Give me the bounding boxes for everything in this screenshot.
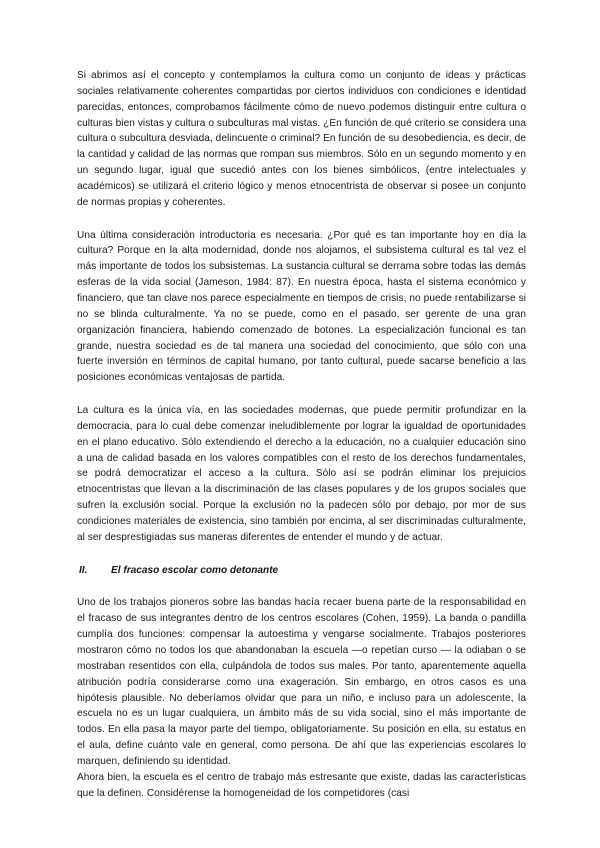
paragraph-school-stress: Ahora bien, la escuela es el centro de trabajo más estresante que existe, dadas las características que la definen. Considérense la homogeneidad de los competidores (casi [77, 771, 526, 799]
paragraph-spacer [77, 578, 526, 595]
section-number: II. [79, 564, 88, 576]
paragraph-culture-concept: Si abrimos así el concepto y contemplamos la cultura como un conjunto de ideas y prácticas sociales relativamente coherentes compartidas por ciertos individuos con condiciones e identidad parecidas, entonces, comprobamos fácilmente cómo de nuevo podemos distinguir entre cultura o culturas bien vistas y cultura o subculturas mal vistas. ¿En función de qué criterio se considera una cultura o subcultura desviada, delincuente o criminal? En función de su desobediencia, es decir, de la cantidad y calidad de las normas que rompan sus miembros. Sólo en un segundo momento y en un segundo lugar, igual que sucedió antes con los bienes simbólicos, (entre intelectuales y académicos) se utilizará el criterio lógico y menos etnocentrista de observar si posee un conjunto de normas propias y coherentes. [77, 70, 526, 208]
paragraph-gangs-school: Uno de los trabajos pioneros sobre las bandas hacía recaer buena parte de la responsabilidad en el fracaso de sus integrantes dentro de los centros escolares (Cohen, 1959). La banda o pandilla cumplía dos funciones: compensar la autoestima y vengarse socialmente. Trabajos posteriores mostraron cómo no todos los que abandonaban la escuela —o repetían curso — la odiaban o se mostraban resentidos con ella, culpándola de todos sus males. Por tanto, aparentemente aquella atribución podría considerarse como una exageración. Sin embargo, en otros casos es una hipótesis plausible. No deberíamos olvidar que para un niño, e incluso para un adolescente, la escuela no es un lugar cualquiera, un ámbito más de su vida social, sino el más importante de todos. En ella pasa la mayor parte del tiempo, obligatoriamente. Su posición en ella, su estatus en el aula, define cuánto vale en general, como persona. De ahí que las experiencias escolares lo marquen, definiendo su identidad. [77, 597, 526, 767]
section-title: El fracaso escolar como detonante [111, 564, 279, 576]
paragraph-importance-of-culture: Una última consideración introductoria es necesaria. ¿Por qué es tan importante hoy en día la cultura? Porque en la alta modernidad, donde nos alojamos, el subsistema cultural es tal vez el más importante de todos los subsistemas. La sustancia cultural se derrama sobre todas las demás esferas de la vida social (Jameson, 1984: 87). En nuestra época, hasta el sistema económico y financiero, que tan clave nos parece especialmente en tiempos de crisis, no puede rentabilizarse si no se blinda culturalmente. Ya no se puede, como en el pasado, ser gerente de una gran organización financiera, habiendo comenzado de botones. La especialización funcional es tan grande, nuestra sociedad es de tal manera una sociedad del conocimiento, que sólo con una fuerte inversión en términos de capital humano, por tanto cultural, puede sacarse beneficio a las posiciones económicas ventajosas de partida. [77, 229, 526, 384]
page-content [77, 68, 526, 801]
paragraph-culture-democracy: La cultura es la única vía, en las sociedades modernas, que puede permitir profundizar en la democracia, para lo cual debe comenzar ineludiblemente por lograr la igualdad de oportunidades en el plano educativo. Sólo extendiendo el derecho a la educación, no a cualquier educación sino a una de calidad basada en los valores compatibles con el resto de los derechos fundamentales, se podrá democratizar el acceso a la cultura. Sólo así se podrán eliminar los prejuicios etnocentristas que llevan a la discriminación de las clases populares y de los grupos sociales que sufren la exclusión social. Porque la exclusión no la padecen sólo por debajo, por mor de sus condiciones materiales de existencia, sino también por encima, al ser discriminadas culturalmente, al ser desprestigiadas sus maneras diferentes de entender el mundo y de actuar. [77, 405, 526, 543]
paragraph-spacer [77, 546, 526, 563]
paragraph-spacer [77, 386, 526, 403]
paragraph-spacer [77, 211, 526, 228]
section-heading [77, 563, 526, 579]
